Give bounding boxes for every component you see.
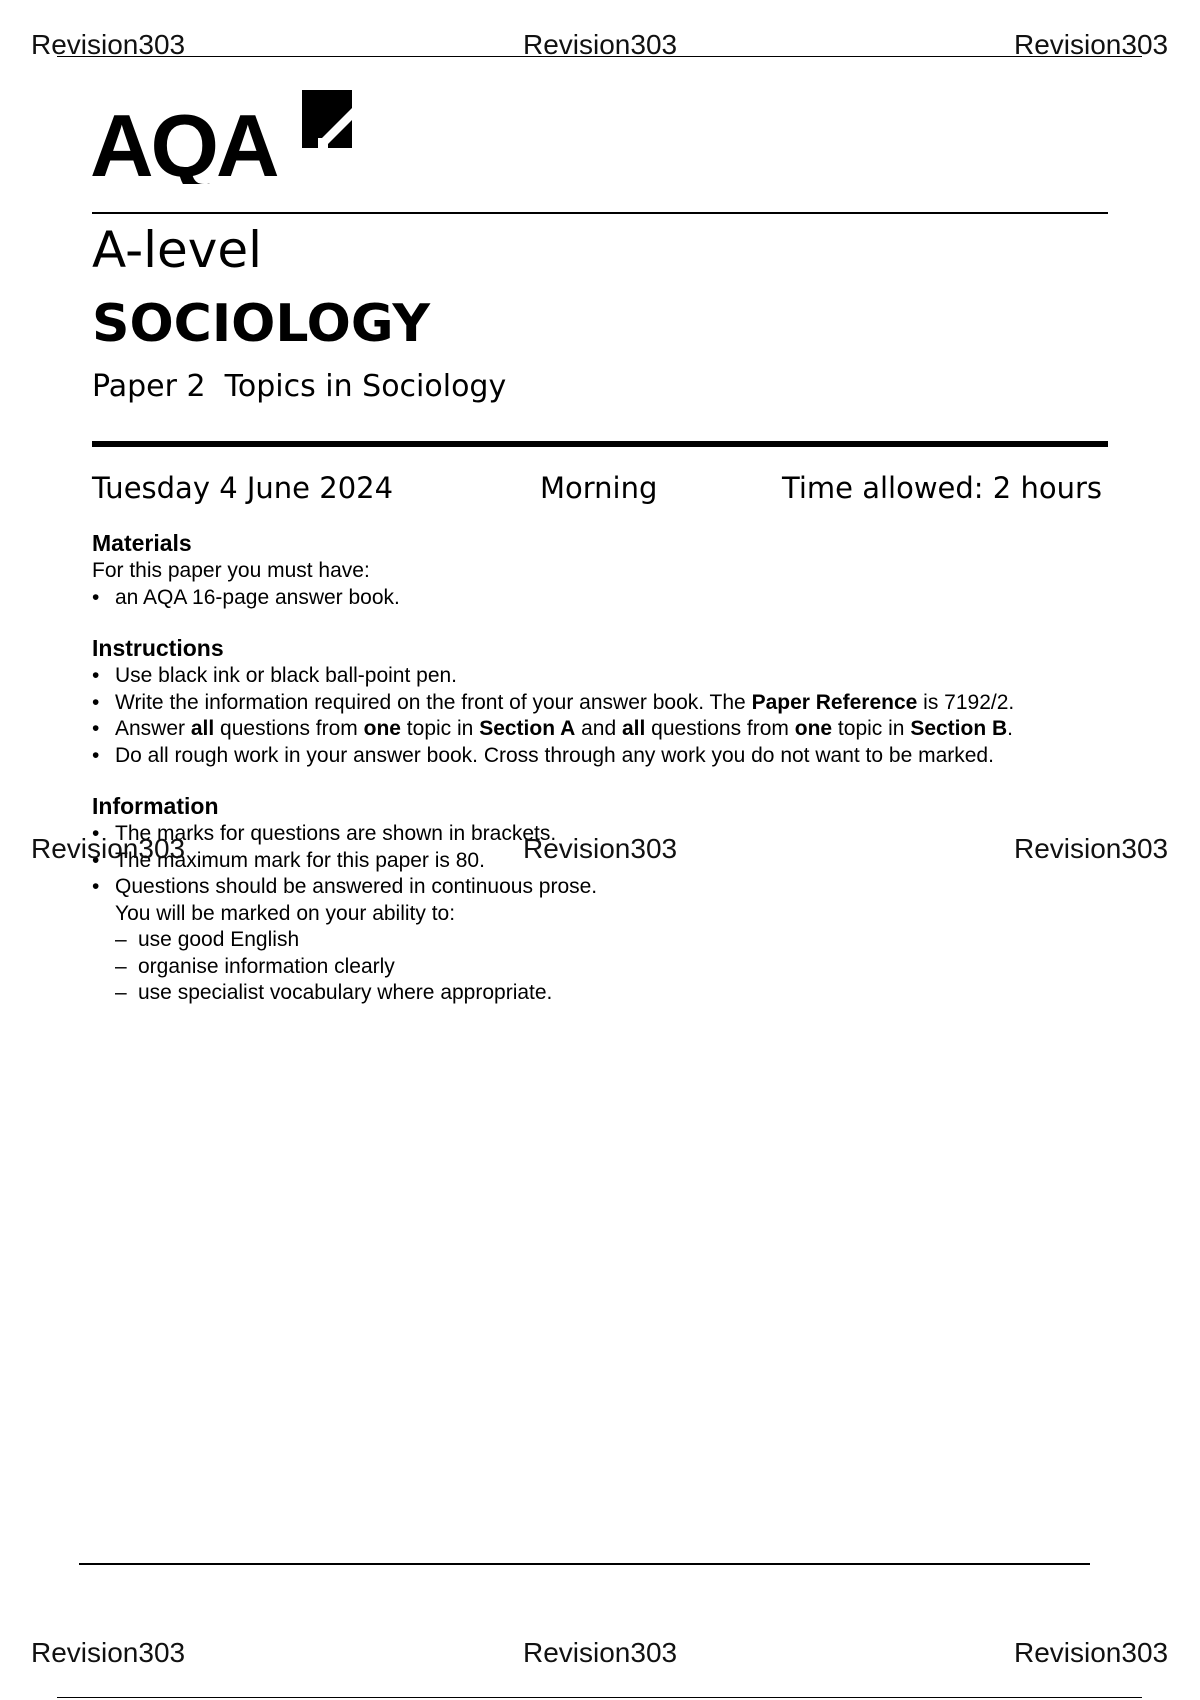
instruction-emphasis: one xyxy=(794,717,833,740)
information-heading: Information xyxy=(92,793,219,819)
footer-divider xyxy=(79,1563,1090,1565)
materials-section xyxy=(92,528,1112,611)
time-allowed: Time allowed: 2 hours xyxy=(782,471,1102,505)
skills-list xyxy=(92,927,1112,1007)
paper-title: Paper 2 Topics in Sociology xyxy=(92,369,507,404)
subject-title: SOCIOLOGY xyxy=(92,294,431,354)
title-divider xyxy=(92,441,1108,447)
watermark-text: Revision303 xyxy=(1014,833,1169,864)
instruction-emphasis: one xyxy=(363,717,401,740)
qualification-level: A-level xyxy=(92,221,263,279)
instruction-text: is 7192/2. xyxy=(917,690,1015,714)
information-section xyxy=(92,791,1112,1007)
materials-intro: For this paper you must have: xyxy=(92,559,370,582)
information-subtext: You will be marked on your ability to: xyxy=(115,901,456,925)
svg-text:AQA: AQA xyxy=(90,96,277,184)
instructions-heading: Instructions xyxy=(92,635,224,661)
instruction-text: questions from xyxy=(214,717,364,740)
list-item: • an AQA 16-page answer book. xyxy=(92,585,1112,612)
header-divider xyxy=(92,212,1108,214)
instructions-section xyxy=(92,633,1112,769)
instruction-text: topic in xyxy=(832,717,911,740)
instruction-text: questions from xyxy=(645,717,795,740)
watermark-row-middle xyxy=(0,833,1200,873)
instruction-text: Answer xyxy=(115,717,191,740)
materials-list xyxy=(92,585,1112,612)
list-item: • The marks for questions are shown in brackets. xyxy=(92,821,1112,848)
exam-session: Morning xyxy=(540,471,658,505)
watermark-row-bottom xyxy=(0,1637,1200,1677)
instruction-text: . xyxy=(1007,717,1014,740)
watermark-text: Revision303 xyxy=(523,833,678,864)
instruction-text: topic in xyxy=(400,717,480,740)
aqa-logo xyxy=(90,88,355,184)
instruction-emphasis: all xyxy=(190,717,215,740)
list-item: – use specialist vocabulary where appropriate. xyxy=(115,980,1112,1007)
materials-heading: Materials xyxy=(92,530,192,556)
watermark-text: Revision303 xyxy=(31,833,186,864)
exam-date: Tuesday 4 June 2024 xyxy=(92,471,394,505)
watermark-text: Revision303 xyxy=(523,1637,678,1668)
watermark-underline-top xyxy=(57,56,1142,57)
instruction-emphasis: all xyxy=(621,717,646,740)
instruction-text: and xyxy=(575,717,622,740)
list-item: • The maximum mark for this paper is 80. xyxy=(92,848,1112,875)
instructions-list xyxy=(92,663,1112,769)
instruction-text: Write the information required on the front of your answer book. The xyxy=(115,690,752,714)
list-item: – use good English xyxy=(115,927,1112,954)
instruction-emphasis: Section B xyxy=(910,717,1008,740)
watermark-row-top xyxy=(0,29,1200,69)
watermark-underline-bottom xyxy=(57,1697,1142,1698)
list-item: • Do all rough work in your answer book. Cross through any work you do not want to be marked. xyxy=(92,743,1112,770)
list-item: – organise information clearly xyxy=(115,954,1112,981)
list-item xyxy=(92,690,1112,717)
watermark-text: Revision303 xyxy=(31,29,186,60)
watermark-text: Revision303 xyxy=(31,1637,186,1668)
watermark-text: Revision303 xyxy=(523,29,678,60)
aqa-logo-icon xyxy=(90,88,355,184)
information-text: Questions should be answered in continuous prose. xyxy=(115,875,598,898)
instruction-emphasis: Section A xyxy=(479,717,576,740)
list-item: • Use black ink or black ball-point pen. xyxy=(92,663,1112,690)
list-item xyxy=(92,874,1112,927)
paper-reference-label: Paper Reference xyxy=(751,690,918,714)
watermark-text: Revision303 xyxy=(1014,29,1169,60)
watermark-text: Revision303 xyxy=(1014,1637,1169,1668)
list-item xyxy=(92,716,1112,743)
